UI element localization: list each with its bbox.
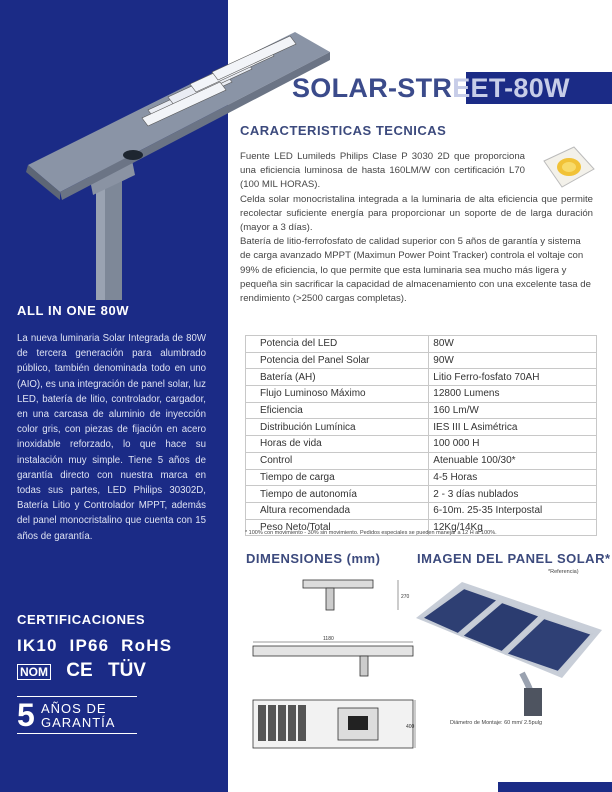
spec-row — [246, 502, 597, 519]
spec-row — [246, 452, 597, 469]
spec-row — [246, 469, 597, 486]
features-paragraph-3: Batería de litio-ferrofosfato de calidad superior con 5 años de garantía y sistema de carga avanzado MPPT (Maximun Power Point Tracker) controla el voltaje con 99% de eficiencia, lo que permite que esta luminaria sea mucho más ligera y pequeña sin sacrificar la capacidad de almacenamiento con una excelente tasa de rendimiento (>2500 cargas completas). — [240, 236, 591, 305]
spec-value: IES III L Asimétrica — [429, 419, 597, 436]
title-part1: SOLAR-STR — [292, 73, 453, 103]
bottom-accent-bar — [498, 782, 612, 792]
title-part2: EET-80W — [452, 73, 570, 103]
tuv-logo: TÜV — [107, 660, 146, 681]
warranty-badge — [17, 696, 137, 734]
certifications-line-2 — [17, 660, 146, 682]
side-view — [303, 580, 398, 610]
certifications-heading: CERTIFICACIONES — [17, 612, 146, 627]
specs-footnote: * 100% con movimiento - 30% sin movimiento. Pedidos especiales se pueden manejar a 12 H al 100%. — [245, 530, 497, 536]
spec-row — [246, 369, 597, 386]
spec-value: Atenuable 100/30* — [429, 452, 597, 469]
width-label: 1180 — [323, 636, 334, 642]
spec-label: Altura recomendada — [246, 502, 429, 519]
spec-label: Horas de vida — [246, 436, 429, 453]
specs-table — [245, 335, 597, 536]
spec-row — [246, 386, 597, 403]
spec-label: Batería (AH) — [246, 369, 429, 386]
spec-value: 6-10m. 25-35 Interpostal — [429, 502, 597, 519]
spec-value: 2 - 3 días nublados — [429, 486, 597, 503]
spec-label: Distribución Lumínica — [246, 419, 429, 436]
spec-value: Litio Ferro-fosfato 70AH — [429, 369, 597, 386]
spec-label: Potencia del Panel Solar — [246, 352, 429, 369]
nom-logo: NOM — [17, 664, 51, 680]
dimensions-heading: DIMENSIONES (mm) — [246, 551, 381, 566]
all-in-one-description: La nueva luminaria Solar Integrada de 80W de tercera generación para alumbrado público, también denominada todo en uno (AIO), es una integración de panel solar, luz LED, batería de litio, controlador, cargador, en una carcasa de aluminio de inyección color gris, con piezas de fijación en acero inoxidable reforzado, lo que hace su instalación muy simple. Tiene 5 años de garantía directo con nuestra marca en todas sus partes, LED Philips 30302D, Batería Litio y Controlador MPPT, además del panel monocristalino que cuenta con 15 años de garantía. — [17, 333, 206, 542]
spec-row — [246, 336, 597, 353]
spec-value: 12Kg/14Kg — [429, 519, 597, 536]
features-paragraph-2: Celda solar monocristalina integrada a la luminaria de alta eficiencia que permite recolectar suficiente energía para proporcionar un soporte de de larga duración (mayor a 3 días). — [240, 193, 593, 234]
ce-logo: CE — [66, 660, 93, 681]
mount-diameter-text: Diámetro de Montaje: 60 mm/ 2.5pulg — [450, 720, 543, 726]
spec-value: 80W — [429, 336, 597, 353]
spec-row — [246, 436, 597, 453]
features-paragraph-1: Fuente LED Lumileds Philips Clase P 3030 2D que proporciona una eficiencia luminosa de hasta 160LM/W con certificación L70 (100 MIL HORAS). — [240, 151, 525, 191]
spec-label: Peso Neto/Total — [246, 519, 429, 536]
spec-value: 90W — [429, 352, 597, 369]
spec-value: 160 Lm/W — [429, 402, 597, 419]
dimension-drawing — [248, 570, 418, 760]
spec-label: Control — [246, 452, 429, 469]
page-title — [292, 73, 570, 104]
spec-label: Eficiencia — [246, 402, 429, 419]
features-heading: CARACTERISTICAS TECNICAS — [240, 123, 447, 138]
spec-label: Potencia del LED — [246, 336, 429, 353]
features-text — [240, 150, 593, 306]
spec-value: 100 000 H — [429, 436, 597, 453]
certifications-line-1: IK10 IP66 RoHS — [17, 636, 173, 655]
all-in-one-heading: ALL IN ONE 80W — [17, 303, 130, 318]
panel-note: *Referencia) — [548, 569, 579, 575]
panel-heading: IMAGEN DEL PANEL SOLAR* — [417, 551, 611, 566]
warranty-text-2: GARANTÍA — [41, 715, 116, 730]
depth-label: 400 — [406, 724, 415, 730]
solar-panel-image — [412, 578, 612, 718]
height-label: 270 — [401, 594, 410, 600]
spec-label: Tiempo de autonomía — [246, 486, 429, 503]
spec-row — [246, 352, 597, 369]
spec-row — [246, 402, 597, 419]
bottom-view — [253, 700, 413, 748]
spec-value: 12800 Lumens — [429, 386, 597, 403]
spec-label: Tiempo de carga — [246, 469, 429, 486]
spec-value: 4-5 Horas — [429, 469, 597, 486]
spec-row — [246, 486, 597, 503]
spec-label: Flujo Luminoso Máximo — [246, 386, 429, 403]
spec-row — [246, 419, 597, 436]
front-view — [253, 646, 413, 676]
warranty-years: 5 — [17, 697, 35, 733]
warranty-text-1: AÑOS DE — [41, 701, 107, 716]
